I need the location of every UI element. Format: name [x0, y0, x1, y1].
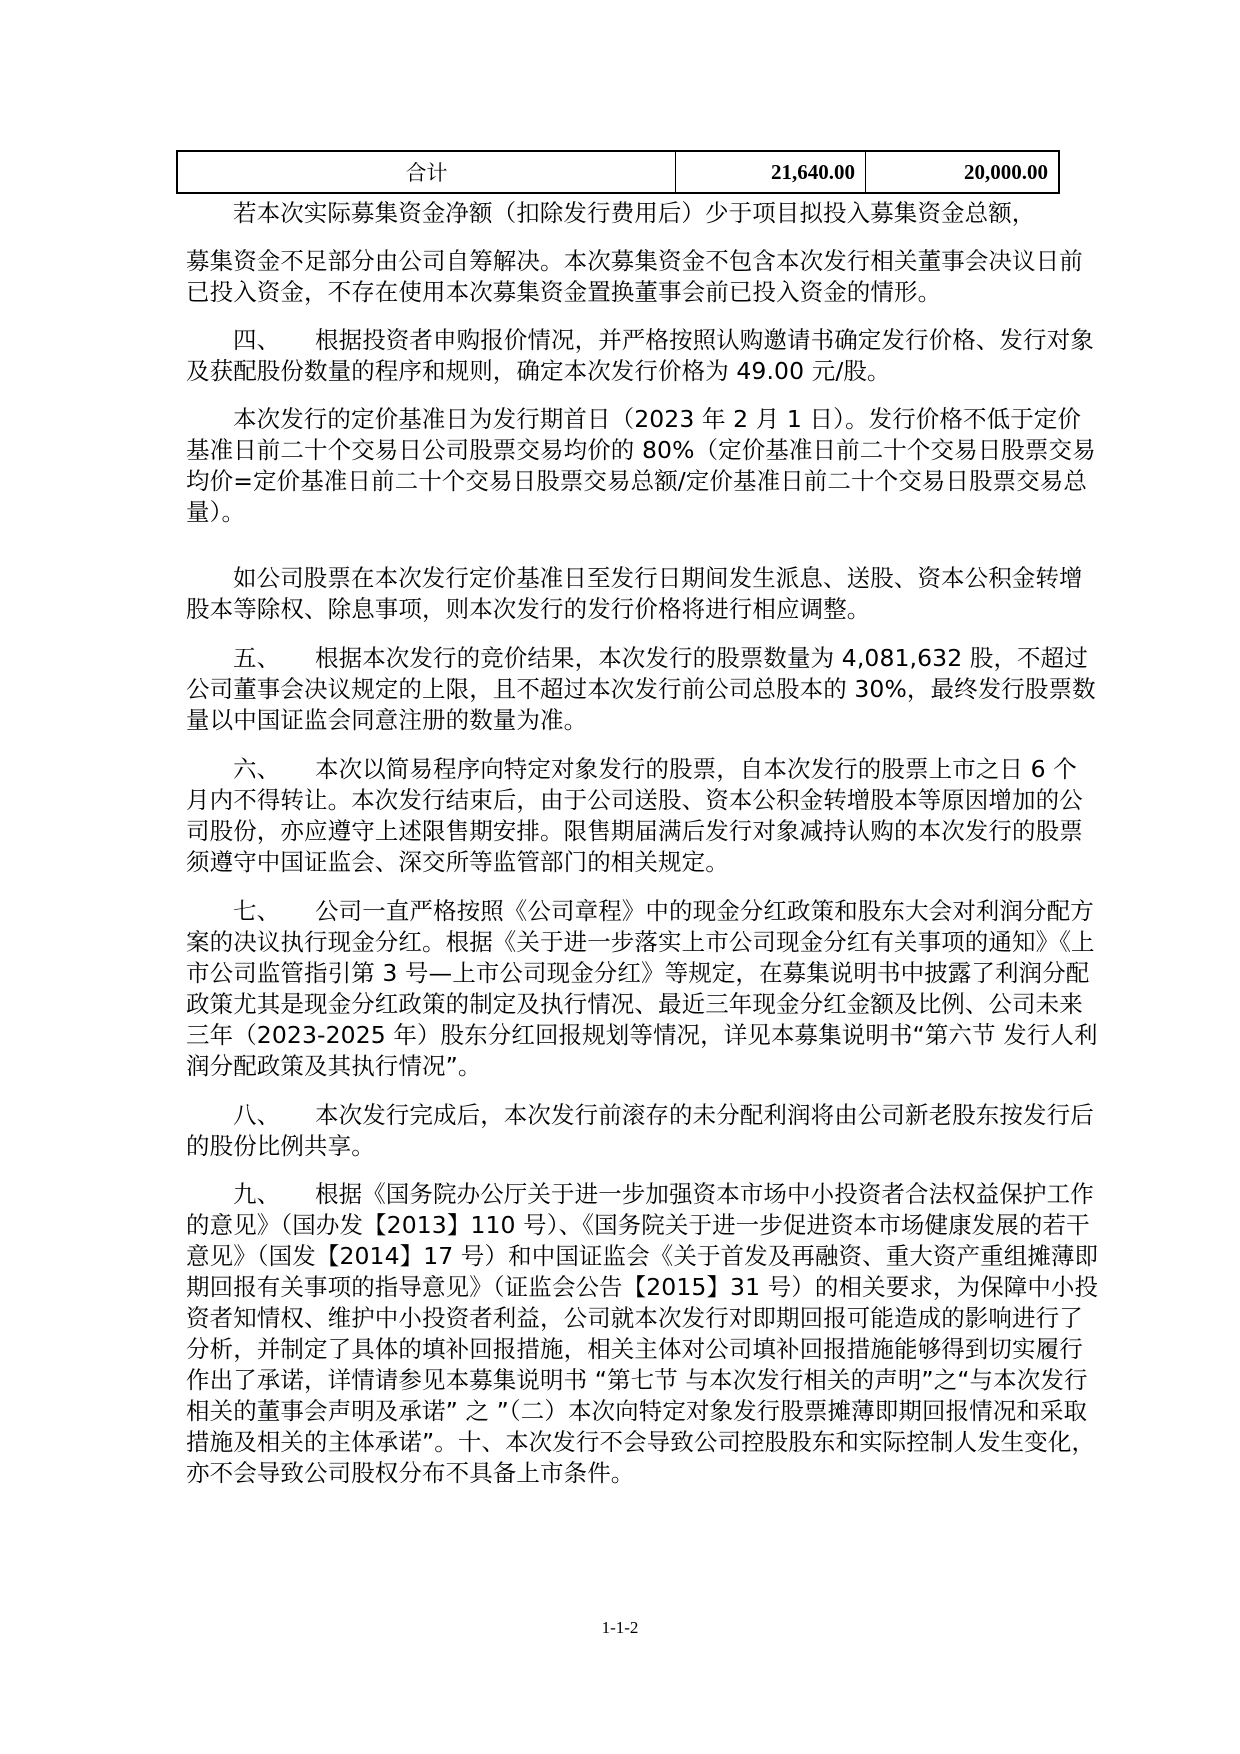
- paragraph-item-5: 五、 根据本次发行的竞价结果，本次发行的股票数量为 4,081,632 股，不超过公司董事会决议规定的上限，且不超过本次发行前公司总股本的 30%，最终发行股票数量以中国证监会同意注册的数量为准。: [186, 644, 1096, 734]
- paragraph-shortfall-intro: 若本次实际募集资金净额（扣除发行费用后）少于项目拟投入募集资金总额，: [233, 199, 1036, 227]
- paragraph-item-9: 九、 根据《国务院办公厅关于进一步加强资本市场中小投资者合法权益保护工作的意见》（国办发【2013】110 号）、《国务院关于进一步促进资本市场健康发展的若干意见》（国发【2014】17 号）和中国证监会《关于首发及再融资、重大资产重组摊薄即期回报有关事项的指导意见》（证监会公告【2015】31 号）的相关要求，为保障中小投资者知情权、维护中小投资者利益，公司就本次发行对即期回报可能造成的影响进行了分析，并制定了具体的填补回报措施，相关主体对公司填补回报措施能够得到切实履行作出了承诺，详情请参见本募集说明书 “第七节 与本次发行相关的声明”之“与本次发行相关的董事会声明及承诺” 之 ”（二）本次向特定对象发行股票摊薄即期回报情况和采取措施及相关的主体承诺”。十、本次发行不会导致公司控股股东和实际控制人发生变化，亦不会导致公司股权分布不具备上市条件。: [186, 1180, 1099, 1487]
- item-number: 五、: [233, 644, 281, 672]
- page-number: 1-1-2: [601, 1618, 639, 1637]
- paragraph-shortfall-cont: 募集资金不足部分由公司自筹解决。本次募集资金不包含本次发行相关董事会决议日前已投入资金，不存在使用本次募集资金置换董事会前已投入资金的情形。: [186, 247, 1083, 306]
- item-number: 八、: [233, 1101, 281, 1129]
- paragraph-item-8: 八、 本次发行完成后，本次发行前滚存的未分配利润将由公司新老股东按发行后的股份比例共享。: [186, 1101, 1094, 1160]
- paragraph-item-4: 四、 根据投资者申购报价情况，并严格按照认购邀请书确定发行价格、发行对象及获配股份数量的程序和规则，确定本次发行价格为 49.00 元/股。: [186, 326, 1094, 385]
- paragraph-price-adjust: 如公司股票在本次发行定价基准日至发行日期间发生派息、送股、资本公积金转增股本等除权、除息事项，则本次发行的发行价格将进行相应调整。: [186, 564, 1083, 623]
- item-number: 七、: [233, 897, 281, 925]
- item-number: 六、: [233, 755, 281, 783]
- total-label-cell: 合计: [178, 152, 676, 192]
- item-number: 四、: [233, 326, 281, 354]
- paragraph-item-6: 六、 本次以简易程序向特定对象发行的股票，自本次发行的股票上市之日 6 个月内不得转让。本次发行结束后，由于公司送股、资本公积金转增股本等原因增加的公司股份，亦应遵守上述限售期安排。限售期届满后发行对象减持认购的本次发行的股票须遵守中国证监会、深交所等监管部门的相关规定。: [186, 755, 1083, 876]
- total-value-2-cell: 20,000.00: [964, 159, 1048, 184]
- total-row-table: [176, 150, 1060, 194]
- paragraph-pricing-base: 本次发行的定价基准日为发行期首日（2023 年 2 月 1 日）。发行价格不低于定价基准日前二十个交易日公司股票交易均价的 80%（定价基准日前二十个交易日股票交易均价=定价基准日前二十个交易日股票交易总额/定价基准日前二十个交易日股票交易总量）。: [186, 405, 1096, 526]
- item-number: 九、: [233, 1180, 281, 1208]
- total-value-1-cell: 21,640.00: [676, 152, 866, 192]
- paragraph-item-7: 七、 公司一直严格按照《公司章程》中的现金分红政策和股东大会对利润分配方案的决议执行现金分红。根据《关于进一步落实上市公司现金分红有关事项的通知》《上市公司监管指引第 3 号—上市公司现金分红》等规定，在募集说明书中披露了利润分配政策尤其是现金分红政策的制定及执行情况、最近三年现金分红金额及比例、公司未来三年（2023-2025 年）股东分红回报规划等情况，详见本募集说明书“第六节 发行人利润分配政策及其执行情况”。: [186, 897, 1098, 1080]
